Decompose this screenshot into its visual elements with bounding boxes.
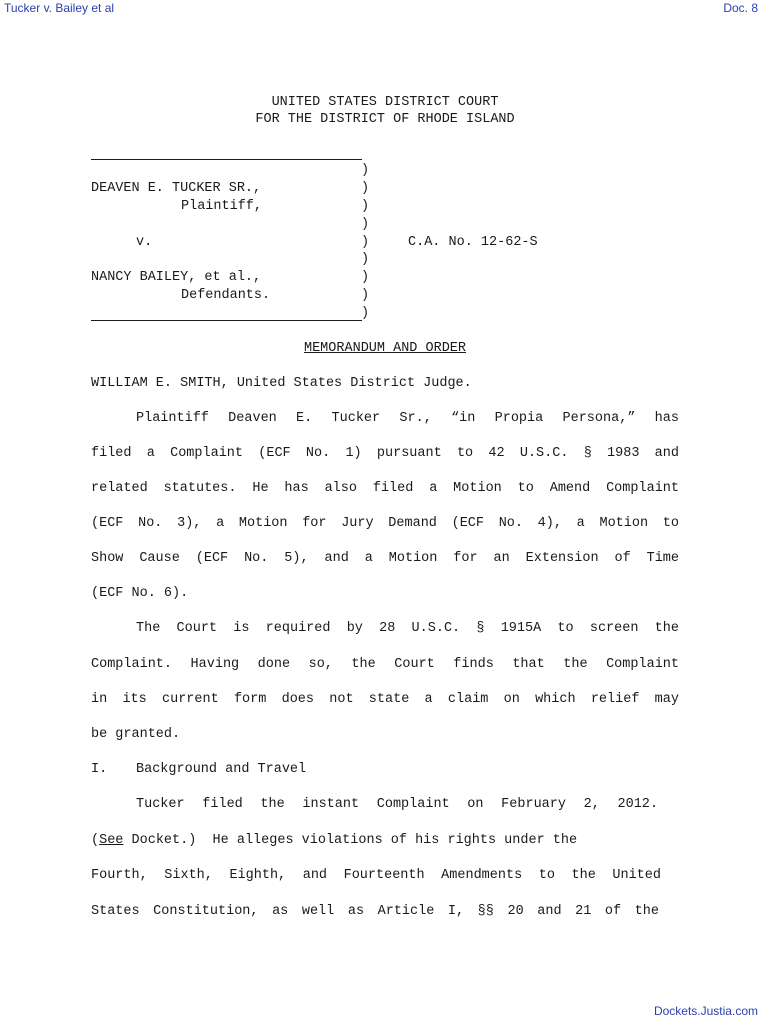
paragraph-line: be granted.	[91, 727, 181, 742]
paragraph-line: Show Cause (ECF No. 5), and a Motion for an Extension of Time	[91, 551, 679, 566]
caption-bracket: )	[361, 199, 370, 214]
caption-bracket: )	[361, 217, 370, 232]
paragraph-line: Complaint. Having done so, the Court finds that the Complaint	[91, 657, 679, 672]
paragraph-line	[91, 833, 659, 848]
caption-bottom-rule	[91, 320, 362, 321]
case-title-link[interactable]: Tucker v. Bailey et al	[4, 1, 115, 15]
document-title: MEMORANDUM AND ORDER	[303, 341, 467, 356]
section-title: Background and Travel	[136, 762, 307, 777]
court-district: FOR THE DISTRICT OF RHODE ISLAND	[255, 112, 515, 127]
paragraph-line: Fourth, Sixth, Eighth, and Fourteenth Amendments to the United	[91, 868, 661, 883]
paragraph-line: Plaintiff Deaven E. Tucker Sr., “in Propia Persona,” has	[136, 411, 679, 426]
doc-number-link[interactable]: Doc. 8	[723, 1, 758, 15]
paragraph-line: The Court is required by 28 U.S.C. § 1915A to screen the	[136, 621, 679, 636]
defendant-role: Defendants.	[181, 288, 271, 303]
court-name: UNITED STATES DISTRICT COURT	[271, 95, 499, 110]
paragraph-line: filed a Complaint (ECF No. 1) pursuant to 42 U.S.C. § 1983 and	[91, 446, 679, 461]
plaintiff-role: Plaintiff,	[181, 199, 263, 214]
caption-bracket: )	[361, 181, 370, 196]
caption-bracket: )	[361, 306, 370, 321]
caption-bracket: )	[361, 163, 370, 178]
paragraph-line: related statutes. He has also filed a Motion to Amend Complaint	[91, 481, 679, 496]
paragraph-line: States Constitution, as well as Article I, §§ 20 and 21 of the	[91, 904, 659, 919]
see-signal: See	[99, 833, 124, 848]
versus: v.	[136, 235, 153, 250]
defendant-name: NANCY BAILEY, et al.,	[91, 270, 262, 285]
caption-bracket: )	[361, 270, 370, 285]
case-number: C.A. No. 12-62-S	[408, 235, 538, 250]
paragraph-line: Tucker filed the instant Complaint on February 2, 2012.	[136, 797, 658, 812]
plaintiff-name: DEAVEN E. TUCKER SR.,	[91, 181, 262, 196]
judge-line: WILLIAM E. SMITH, United States District Judge.	[91, 376, 472, 391]
source-link[interactable]: Dockets.Justia.com	[653, 1004, 758, 1018]
paragraph-line: (ECF No. 3), a Motion for Jury Demand (ECF No. 4), a Motion to	[91, 516, 679, 531]
section-number: I.	[91, 762, 108, 777]
paragraph-text: Docket.) He alleges violations of his rights under the	[123, 833, 578, 848]
paragraph-line: (ECF No. 6).	[91, 586, 189, 601]
caption-bracket: )	[361, 252, 370, 267]
paren-open: (	[91, 833, 100, 848]
caption-top-rule	[91, 159, 362, 160]
paragraph-line: in its current form does not state a claim on which relief may	[91, 692, 679, 707]
caption-bracket: )	[361, 288, 370, 303]
caption-bracket: )	[361, 235, 370, 250]
